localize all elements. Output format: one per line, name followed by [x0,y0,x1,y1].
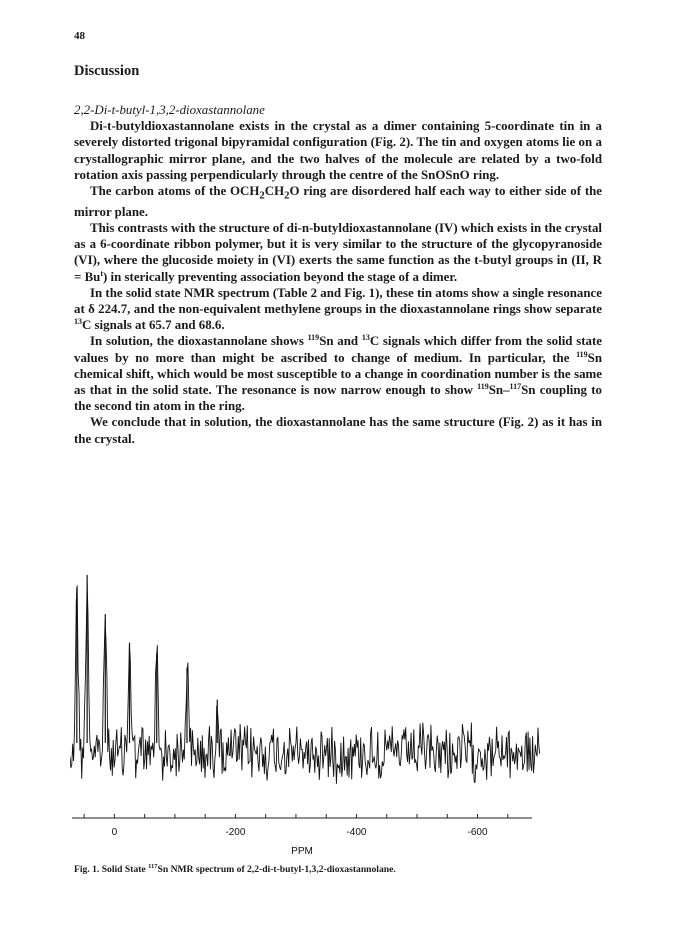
paragraph [74,183,602,220]
text-run: Sn coupling to the second tin atom in the ring. [74,383,602,414]
superscript: 119 [477,382,489,392]
superscript: 117 [148,863,158,870]
paragraph [74,220,602,285]
spectrum-plot [70,575,540,784]
page-number: 48 [74,30,85,42]
text-run: We conclude that in solution, the dioxastannolane has the same structure (Fig. 2) as it has in the crystal. [74,415,602,446]
text-run: In the solid state NMR spectrum (Table 2 and Fig. 1), these tin atoms show a single resonance at δ 224.7, and the non-equivalent methylene groups in the dioxastannolane rings show separate [74,285,602,317]
text-run: C signals at 65.7 and 68.6. [82,318,225,333]
x-tick-label: 0 [111,827,118,838]
x-axis-label: PPM [291,846,313,857]
paragraph [74,333,602,414]
figure-caption [74,864,396,875]
text-run: The carbon atoms of the OCH [90,184,260,199]
text-run: Sn chemical shift, which would be most susceptible to a change in coordination number is the same as that in the solid state. The resonance is now narrow enough to show [74,350,602,398]
superscript: 119 [307,333,320,343]
text-run: C signals which differ from the solid state values by no more than might be ascribed to change of medium. In particular, the [74,334,602,365]
x-tick-label: -600 [467,827,488,838]
superscript: 117 [509,382,522,392]
superscript: 13 [361,333,370,343]
superscript: 13 [74,317,82,327]
text-run: Sn NMR spectrum of 2,2-di-t-butyl-1,3,2-dioxastannolane. [157,864,396,875]
paragraph [74,285,602,334]
text-run: ) in sterically preventing association beyond the stage of a dimer. [103,269,458,284]
text-run: Sn– [488,383,510,398]
text-run: Fig. 1. Solid State [74,864,149,875]
nmr-spectrum-figure [70,570,540,860]
section-heading: Discussion [74,63,140,79]
paragraph [74,414,602,446]
text-run: In solution, the dioxastannolane shows [90,334,308,349]
text-run: Sn and [319,334,362,349]
x-tick-label: -400 [346,827,367,838]
subheading: 2,2-Di-t-butyl-1,3,2-dioxastannolane [74,103,265,117]
x-tick-label: -200 [225,827,246,838]
subscript: 2 [259,189,265,202]
text-run: O ring are disordered half each way to either side of the mirror plane. [74,184,603,219]
text-run: This contrasts with the structure of di-n-butyldioxastannolane (IV) which exists in the crystal as a 6-coordinate ribbon polymer, but it is very similar to the structure of the glycopyranoside (VI), where the glucoside moiety in (VI) exerts the same function as the t-butyl groups in (II, R = Bu [74,221,602,284]
text-run: CH [264,184,285,199]
body-text [74,102,602,447]
text-run: Di-t-butyldioxastannolane exists in the crystal as a dimer containing 5-coordinate tin in a severely distorted trigonal bipyramidal configuration (Fig. 2). The tin and oxygen atoms lie on a crystallographic mirror plane, and the two halves of the molecule are related by a two-fold rotation axis passing perpendicularly through the centre of the SnOSnO ring. [74,119,602,182]
subscript: 2 [284,189,290,202]
paragraph [74,118,602,183]
superscript: 119 [576,349,588,359]
spectrum-trace [70,582,540,784]
superscript: t [100,268,104,278]
